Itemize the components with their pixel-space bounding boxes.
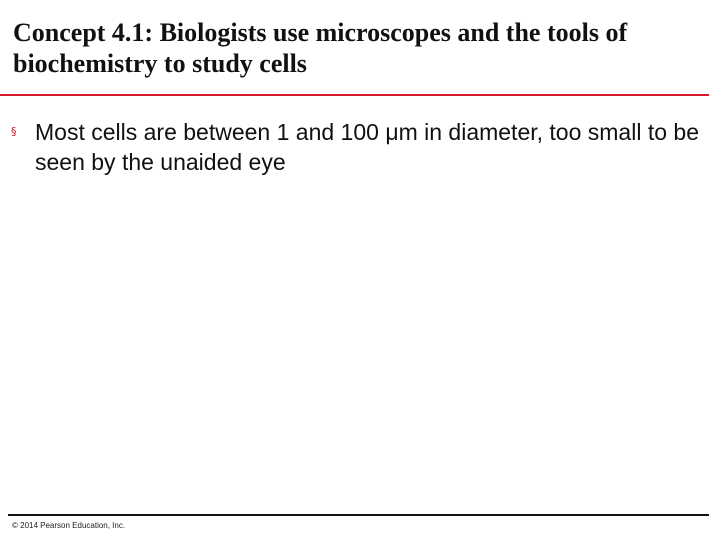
bullet-list [10,117,710,177]
bullet-icon: § [11,125,17,138]
copyright-footer: © 2014 Pearson Education, Inc. [12,521,126,530]
bullet-text: Most cells are between 1 and 100 μm in diameter, too small to be seen by the unaided eye [35,119,699,175]
title-divider [0,94,709,96]
footer-divider [8,514,709,516]
slide-title: Concept 4.1: Biologists use microscopes and the tools of biochemistry to study cells [13,18,628,78]
bullet-item [10,117,710,177]
